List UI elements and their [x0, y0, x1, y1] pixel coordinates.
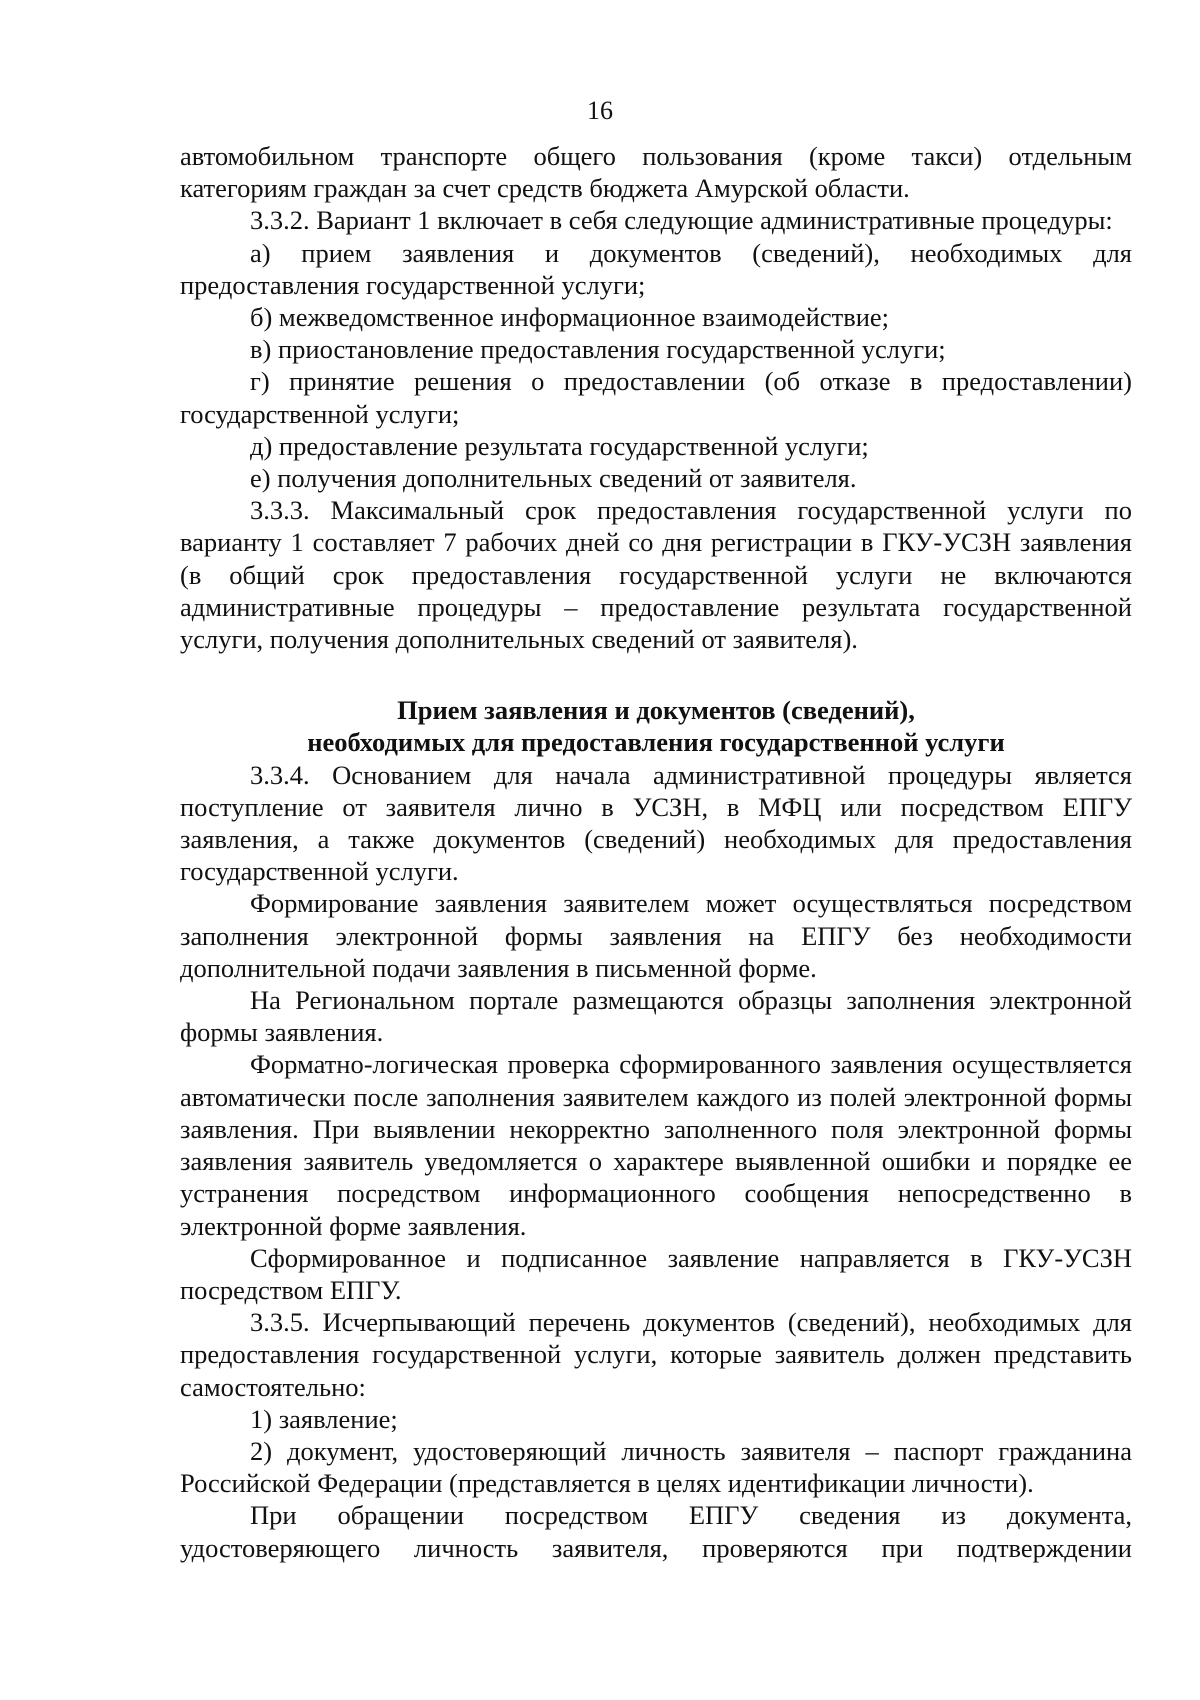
- paragraph-3-3-5: 3.3.5. Исчерпывающий перечень документов (сведений), необходимых для предоставления государственной услуги, которые заявитель должен представить самостоятельно:: [180, 1307, 1132, 1402]
- list-item-e: е) получения дополнительных сведений от заявителя.: [250, 463, 857, 494]
- paragraph-forming: Формирование заявления заявителем может осуществляться посредством заполнения электронной формы заявления на ЕПГУ без необходимости дополнительной подачи заявления в письменной форме.: [180, 888, 1132, 983]
- paragraph-3-3-4: 3.3.4. Основанием для начала административной процедуры является поступление от заявителя лично в УСЗН, в МФЦ или посредством ЕПГУ заявления, а также документов (сведений) необходимых для предоставления государственной услуги.: [180, 759, 1132, 887]
- document-body: [180, 140, 1132, 1564]
- list-item-1: 1) заявление;: [250, 1403, 398, 1434]
- page-number: 16: [587, 96, 613, 125]
- section-heading-line-1: Прием заявления и документов (сведений),: [397, 695, 915, 726]
- paragraph-signed-application: Сформированное и подписанное заявление направляется в ГКУ-УСЗН посредством ЕПГУ.: [180, 1242, 1132, 1305]
- paragraph-3-3-3: 3.3.3. Максимальный срок предоставления государственной услуги по варианту 1 составляет 7 рабочих дней со дня регистрации в ГКУ-УСЗН заявления (в общий срок предоставления государственной услуги не включаются административные процедуры – предоставление результата государственной услуги, получения дополнительных сведений от заявителя).: [180, 495, 1132, 655]
- paragraph-epgu-check: При обращении посредством ЕПГУ сведения из документа, удостоверяющего личность заявителя, проверяются при подтверждении: [180, 1500, 1132, 1563]
- list-item-2: 2) документ, удостоверяющий личность заявителя – паспорт гражданина Российской Федерации (представляется в целях идентификации личности).: [180, 1435, 1132, 1499]
- paragraph-3-3-2: 3.3.2. Вариант 1 включает в себя следующие административные процедуры:: [250, 205, 1113, 236]
- list-item-b: б) межведомственное информационное взаимодействие;: [250, 302, 890, 333]
- section-heading-line-2: необходимых для предоставления государственной услуги: [307, 727, 1005, 758]
- section-heading: [180, 694, 1132, 758]
- list-item-d: д) предоставление результата государственной услуги;: [250, 430, 869, 461]
- paragraph-regional-portal: На Региональном портале размещаются образцы заполнения электронной формы заявления.: [180, 985, 1132, 1048]
- list-item-a: а) прием заявления и документов (сведений), необходимых для предоставления государственной услуги;: [180, 237, 1132, 300]
- list-item-g: г) принятие решения о предоставлении (об отказе в предоставлении) государственной услуги;: [180, 366, 1132, 429]
- paragraph-format-check: Форматно-логическая проверка сформированного заявления осуществляется автоматически после заполнения заявителем каждого из полей электронной формы заявления. При выявлении некорректно заполненного поля электронной формы заявления заявитель уведомляется о характере выявленной ошибки и порядке ее устранения посредством информационного сообщения непосредственно в электронной форме заявления.: [180, 1049, 1132, 1241]
- list-item-v: в) приостановление предоставления государственной услуги;: [250, 334, 946, 365]
- paragraph-continuation: автомобильном транспорте общего пользования (кроме такси) отдельным категориям граждан за счет средств бюджета Амурской области.: [180, 141, 1132, 204]
